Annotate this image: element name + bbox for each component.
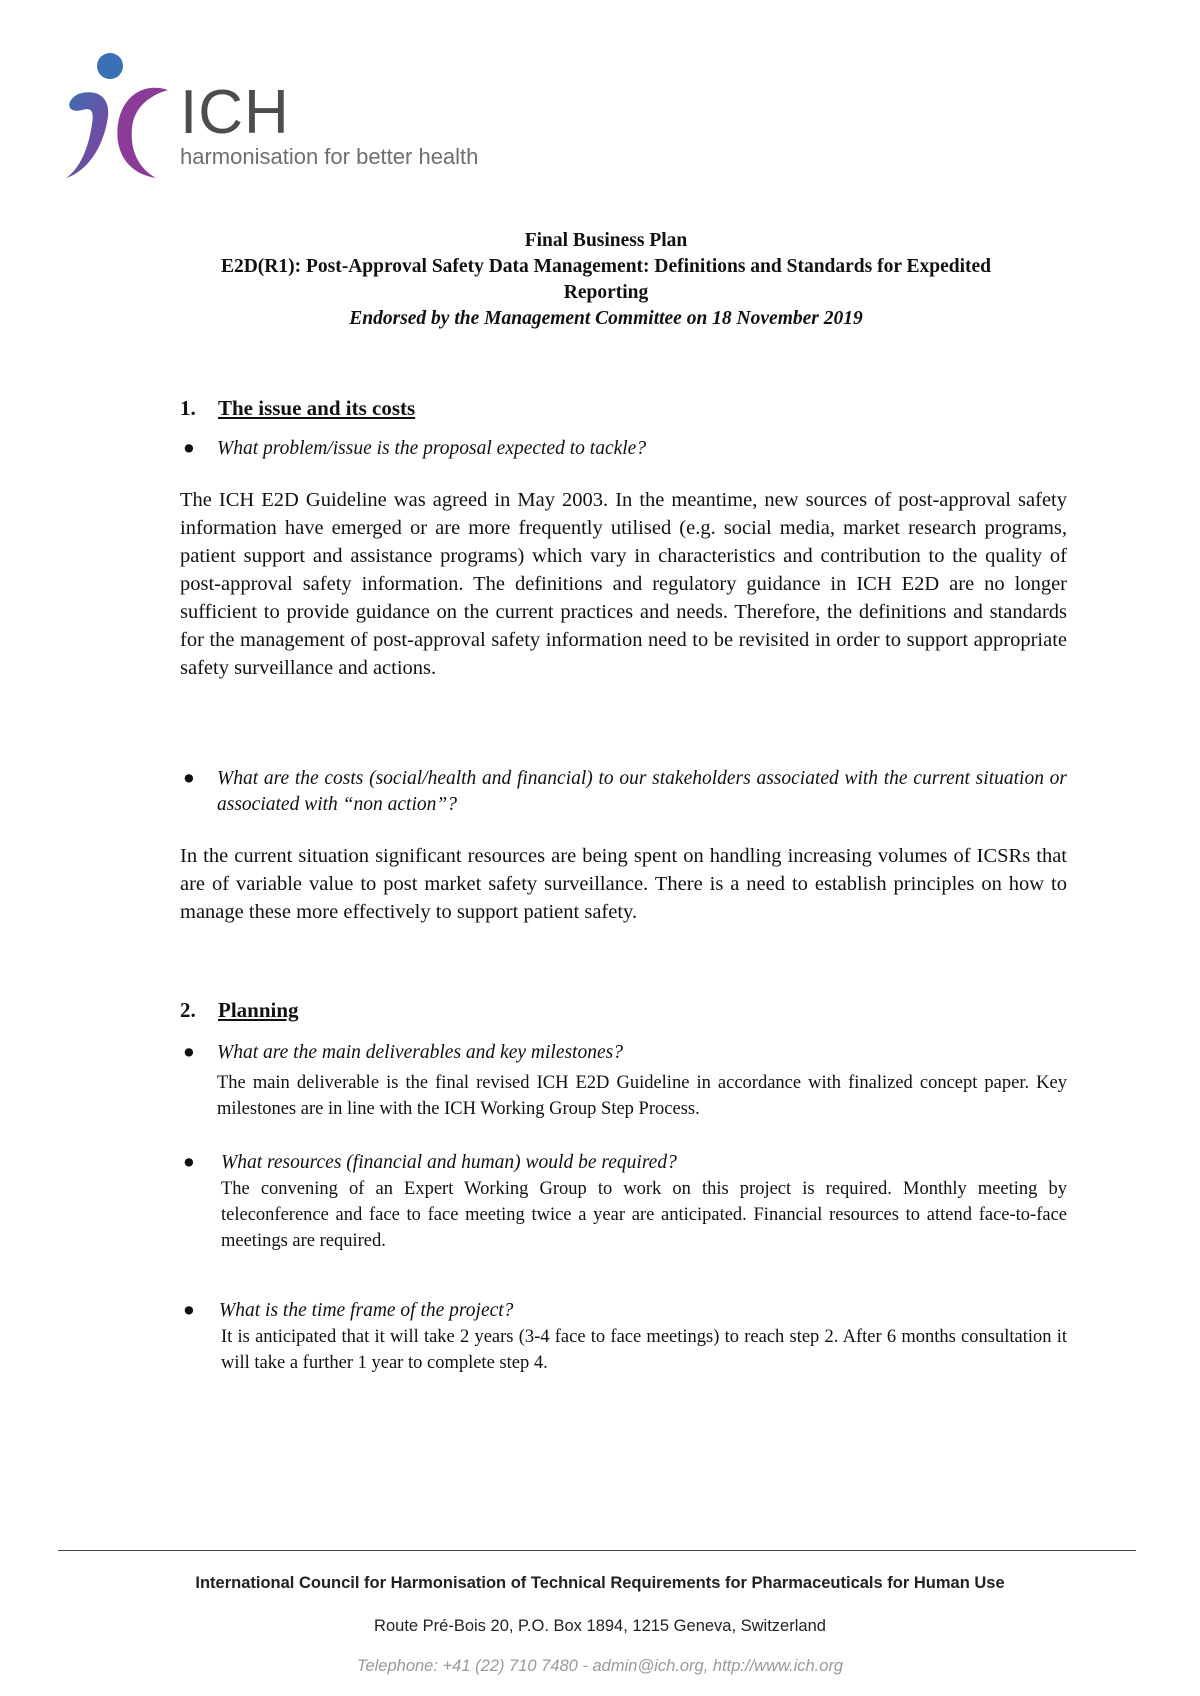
- section-1-title: The issue and its costs: [218, 396, 416, 420]
- section-2-title: Planning: [218, 998, 299, 1022]
- bullet-icon: ●: [183, 1042, 195, 1063]
- question-text: What are the costs (social/health and financial) to our stakeholders associated with the current situation or associated with “non action”?: [217, 768, 1067, 815]
- logo-tagline: harmonisation for better health: [180, 144, 479, 169]
- section-1-paragraph-2: In the current situation significant resources are being spent on handling increasing volumes of ICSRs that are of variable value to post market safety surveillance. There is a need to establish principles on how to manage these more effectively to support patient safety.: [180, 845, 1067, 923]
- document-title: Final Business Plan: [524, 230, 688, 251]
- section-1-paragraph-1: The ICH E2D Guideline was agreed in May 2003. In the meantime, new sources of post-approval safety information have emerged or are more frequently utilised (e.g. social media, market research programs, patient support and assistance programs) which vary in characteristics and contribution to the quality of post-approval safety information. The definitions and regulatory guidance in ICH E2D are no longer sufficient to provide guidance on the current practices and needs. Therefore, the definitions and standards for the management of post-approval safety information need to be revisited in order to support appropriate safety surveillance and actions.: [180, 489, 1067, 679]
- document-subtitle-line2: Reporting: [563, 282, 649, 303]
- document-header: [140, 228, 1072, 332]
- bullet-icon: ●: [183, 1152, 195, 1173]
- section-1-heading: [180, 396, 415, 421]
- answer-text: It is anticipated that it will take 2 years (3-4 face to face meetings) to reach step 2. After 6 months consultation it will take a further 1 year to complete step 4.: [221, 1327, 1067, 1373]
- endorsement-line: Endorsed by the Management Committee on 18 November 2019: [349, 308, 863, 329]
- document-subtitle-line1: E2D(R1): Post-Approval Safety Data Management: Definitions and Standards for Expedited: [220, 256, 992, 277]
- section-2-heading: [180, 998, 299, 1023]
- section-1-question-1: [183, 436, 1067, 462]
- ich-figure-icon: [64, 52, 184, 202]
- bullet-icon: ●: [183, 1300, 195, 1321]
- footer-divider: [58, 1550, 1136, 1551]
- question-text: What is the time frame of the project?: [219, 1300, 514, 1321]
- question-text: What resources (financial and human) would be required?: [221, 1152, 677, 1173]
- bullet-icon: ●: [183, 438, 195, 459]
- logo-wordmark: ICH: [180, 78, 290, 147]
- footer-contact: Telephone: +41 (22) 710 7480 - admin@ich.org, http://www.ich.org: [356, 1657, 844, 1675]
- section-2-number: 2.: [180, 998, 196, 1022]
- ich-logo: [64, 52, 484, 202]
- section-2-item-1: [183, 1040, 1067, 1122]
- section-1-number: 1.: [180, 396, 196, 420]
- section-2-item-2: [183, 1150, 1067, 1254]
- section-2-item-3: [183, 1298, 1067, 1376]
- question-text: What are the main deliverables and key milestones?: [217, 1042, 623, 1063]
- footer-organisation: International Council for Harmonisation of Technical Requirements for Pharmaceuticals for Human Use: [195, 1574, 1005, 1592]
- section-1-question-2: [183, 766, 1067, 818]
- answer-text: The main deliverable is the final revised ICH E2D Guideline in accordance with finalized concept paper. Key milestones are in line with the ICH Working Group Step Process.: [217, 1073, 1067, 1119]
- footer-address: Route Pré-Bois 20, P.O. Box 1894, 1215 Geneva, Switzerland: [374, 1617, 826, 1635]
- answer-text: The convening of an Expert Working Group to work on this project is required. Monthly meeting by teleconference and face to face meeting twice a year are anticipated. Financial resources to attend face-to-face meetings are required.: [221, 1179, 1067, 1251]
- bullet-icon: ●: [183, 768, 195, 789]
- question-text: What problem/issue is the proposal expected to tackle?: [217, 438, 647, 459]
